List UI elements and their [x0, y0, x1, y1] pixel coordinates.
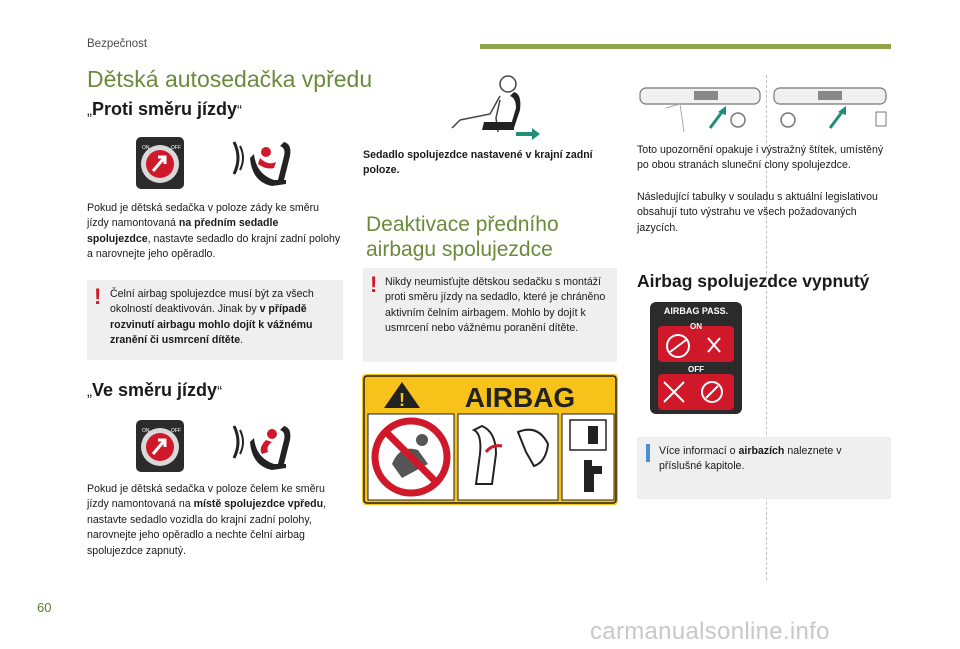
deactivation-title: Deaktivace předního airbagu spolujezdce — [366, 213, 559, 261]
header-rule — [480, 44, 891, 49]
svg-text:ON: ON — [142, 428, 150, 434]
visor-paragraph-2: Následující tabulky v souladu s aktuální legislativou obsahují tuto výstrahu ve všech požadovaných jazycích. — [637, 191, 878, 234]
forward-facing-paragraph: Pokud je dětská sedačka v poloze čelem ke směru jízdy namontovaná na místě spolujezdce vpředu, nastavte sedadlo vozidla do krajní zadní polohy, narovnejte jeho opěradlo a nechte čelní airbag spolujezdce zapnutý. — [87, 483, 327, 557]
svg-text:!: ! — [399, 390, 405, 410]
section-label: Bezpečnost — [87, 38, 148, 50]
deactivation-warning: ! Nikdy neumisťujte dětskou sedačku s montáží proti směru jízdy na sedadlo, které je chráněno aktivním čelním airbagem. Mohlo by dojít k usmrcení nebo vážnému poranění dítěte. — [363, 268, 617, 362]
svg-text:AIRBAG PASS.: AIRBAG PASS. — [663, 306, 729, 316]
rear-facing-paragraph: Pokud je dětská sedačka v poloze zády ke směru jízdy namontovaná na předním sedadle spolujezdce, nastavte sedadlo do krajní zadní polohy a narovnejte jeho opěradlo. — [87, 202, 341, 261]
info-icon — [646, 444, 650, 462]
page-number: 60 — [37, 600, 52, 615]
watermark: carmanualsonline.info — [590, 618, 830, 645]
airbag-label-word: AIRBAG — [464, 382, 576, 413]
airbag-off-badge-icon — [136, 137, 184, 189]
seat-caption: Sedadlo spolujezdce nastavené v krajní zadní poloze. — [363, 149, 593, 177]
rear-facing-child-seat-icon — [226, 136, 300, 190]
sun-visor-right-icon — [772, 82, 892, 134]
airbag-warning-label — [362, 374, 618, 505]
warning-icon: ! — [94, 284, 102, 309]
svg-text:OFF: OFF — [688, 365, 704, 374]
airbag-on-badge-icon — [136, 420, 184, 472]
warning-icon: ! — [370, 272, 378, 297]
svg-text:OFF: OFF — [171, 428, 181, 434]
forward-facing-heading: „Ve směru jízdy“ — [87, 380, 223, 400]
airbag-pass-panel — [650, 302, 742, 414]
svg-text:ON: ON — [142, 145, 150, 151]
forward-facing-child-seat-icon — [226, 420, 300, 474]
page-title: Dětská autosedačka vpředu — [87, 66, 373, 92]
rear-facing-heading: „Proti směru jízdy“ — [87, 99, 243, 119]
visor-paragraph-1: Toto upozornění opakuje i výstražný štítek, umístěný po obou stranách sluneční clony spolujezdce. — [637, 144, 884, 172]
info-note: Více informací o airbazích naleznete v příslušné kapitole. — [637, 437, 891, 499]
rear-facing-warning: ! Čelní airbag spolujezdce musí být za všech okolností deaktivován. Jinak by v případě rozvinutí airbagu mohlo dojít k vážnému zranění či usmrcení dítěte. — [87, 280, 343, 360]
airbag-off-title: Airbag spolujezdce vypnutý — [637, 271, 870, 291]
svg-text:OFF: OFF — [171, 145, 181, 151]
sun-visor-left-icon — [636, 82, 764, 134]
seat-rear-position-icon — [440, 70, 540, 142]
svg-text:ON: ON — [690, 322, 702, 331]
